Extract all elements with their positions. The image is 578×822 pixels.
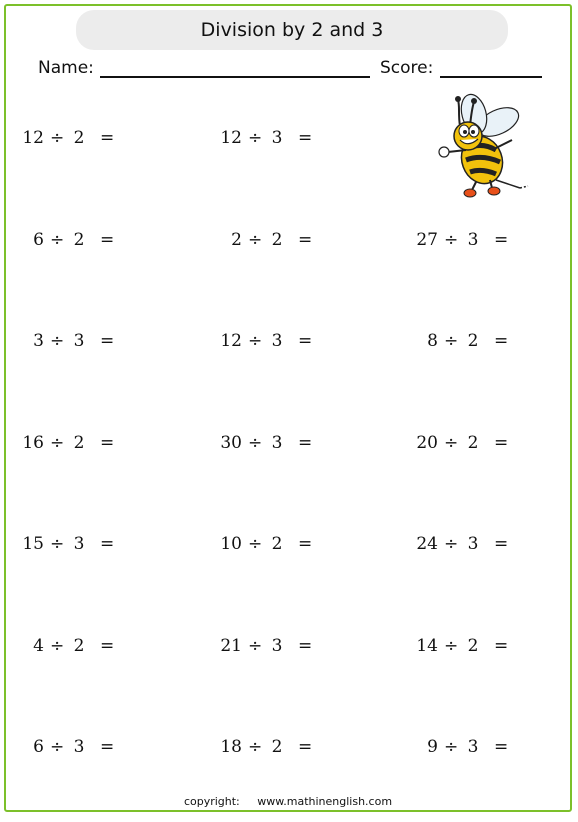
divisor: 2	[271, 534, 283, 554]
division-problem	[410, 331, 534, 355]
division-problem	[214, 534, 338, 558]
divisor: 3	[271, 331, 283, 351]
dividend: 18	[220, 737, 242, 757]
division-sign: ÷	[50, 229, 65, 250]
divisor: 3	[73, 331, 85, 351]
division-sign: ÷	[444, 737, 459, 757]
dividend: 20	[416, 432, 438, 453]
division-problem	[214, 737, 338, 761]
division-sign: ÷	[50, 635, 65, 656]
division-problem	[16, 534, 140, 558]
division-sign: ÷	[248, 534, 263, 554]
divisor: 3	[467, 534, 479, 554]
divisor: 2	[73, 432, 85, 453]
equals-sign: =	[494, 534, 509, 554]
equals-sign: =	[100, 331, 115, 351]
division-problem	[410, 230, 534, 254]
division-sign: ÷	[50, 534, 65, 554]
divisor: 2	[467, 331, 479, 351]
divisor: 3	[467, 229, 479, 250]
equals-sign: =	[298, 229, 313, 250]
division-problem	[214, 636, 338, 660]
division-sign: ÷	[248, 128, 263, 148]
score-line[interactable]	[440, 76, 542, 78]
footer	[6, 795, 570, 808]
division-sign: ÷	[50, 432, 65, 453]
equals-sign: =	[298, 128, 313, 148]
equals-sign: =	[298, 331, 313, 351]
divisor: 3	[271, 128, 283, 148]
division-sign: ÷	[50, 331, 65, 351]
equals-sign: =	[298, 737, 313, 757]
division-sign: ÷	[248, 737, 263, 757]
dividend: 12	[220, 331, 242, 351]
website-url: www.mathinenglish.com	[257, 795, 393, 808]
equals-sign: =	[100, 635, 115, 656]
equals-sign: =	[100, 534, 115, 554]
division-sign: ÷	[444, 331, 459, 351]
divisor: 3	[73, 737, 85, 757]
division-sign: ÷	[50, 128, 65, 148]
dividend: 2	[231, 229, 242, 250]
equals-sign: =	[494, 432, 509, 453]
equals-sign: =	[494, 229, 509, 250]
title-text: Division by 2 and 3	[200, 19, 384, 41]
equals-sign: =	[100, 128, 115, 148]
dividend: 8	[427, 331, 438, 351]
divisor: 2	[467, 432, 479, 453]
name-score-row	[38, 56, 548, 82]
division-problem	[214, 230, 338, 254]
equals-sign: =	[298, 432, 313, 453]
division-problem	[16, 636, 140, 660]
division-problem	[214, 331, 338, 355]
divisor: 2	[73, 229, 85, 250]
divisor: 3	[467, 737, 479, 757]
dividend: 6	[33, 229, 44, 250]
division-problem	[16, 331, 140, 355]
dividend: 14	[416, 635, 438, 656]
equals-sign: =	[100, 737, 115, 757]
division-problem	[410, 737, 534, 761]
score-label: Score:	[380, 58, 434, 78]
divisor: 2	[467, 635, 479, 656]
division-sign: ÷	[444, 229, 459, 250]
equals-sign: =	[100, 229, 115, 250]
division-problem	[16, 433, 140, 457]
dividend: 4	[33, 635, 44, 656]
division-problem	[410, 534, 534, 558]
division-sign: ÷	[248, 331, 263, 351]
dividend: 10	[220, 534, 242, 554]
equals-sign: =	[494, 737, 509, 757]
division-problem	[410, 636, 534, 660]
equals-sign: =	[298, 635, 313, 656]
division-problem	[214, 433, 338, 457]
divisor: 3	[73, 534, 85, 554]
equals-sign: =	[298, 534, 313, 554]
division-sign: ÷	[444, 534, 459, 554]
dividend: 15	[22, 534, 44, 554]
divisor: 3	[271, 432, 283, 453]
division-sign: ÷	[248, 432, 263, 453]
division-problem	[214, 128, 338, 152]
dividend: 24	[416, 534, 438, 554]
division-sign: ÷	[444, 635, 459, 656]
dividend: 27	[416, 229, 438, 250]
dividend: 9	[427, 737, 438, 757]
equals-sign: =	[494, 331, 509, 351]
equals-sign: =	[494, 635, 509, 656]
dividend: 30	[220, 432, 242, 453]
copyright-label: copyright:	[183, 795, 240, 808]
name-line[interactable]	[100, 76, 370, 78]
worksheet-title	[76, 10, 508, 50]
divisor: 2	[271, 737, 283, 757]
dividend: 21	[220, 635, 242, 656]
dividend: 16	[22, 432, 44, 453]
dividend: 12	[22, 128, 44, 148]
division-sign: ÷	[248, 635, 263, 656]
equals-sign: =	[100, 432, 115, 453]
divisor: 2	[271, 229, 283, 250]
division-problem	[16, 737, 140, 761]
divisor: 2	[73, 128, 85, 148]
dividend: 6	[33, 737, 44, 757]
division-sign: ÷	[50, 737, 65, 757]
dividend: 12	[220, 128, 242, 148]
divisor: 3	[271, 635, 283, 656]
division-sign: ÷	[248, 229, 263, 250]
dividend: 3	[33, 331, 44, 351]
division-problem	[16, 128, 140, 152]
name-label: Name:	[38, 58, 94, 78]
division-problem	[16, 230, 140, 254]
divisor: 2	[73, 635, 85, 656]
worksheet-page	[4, 4, 572, 812]
bee-cartoon-icon	[424, 92, 540, 204]
division-problem	[410, 433, 534, 457]
division-sign: ÷	[444, 432, 459, 453]
